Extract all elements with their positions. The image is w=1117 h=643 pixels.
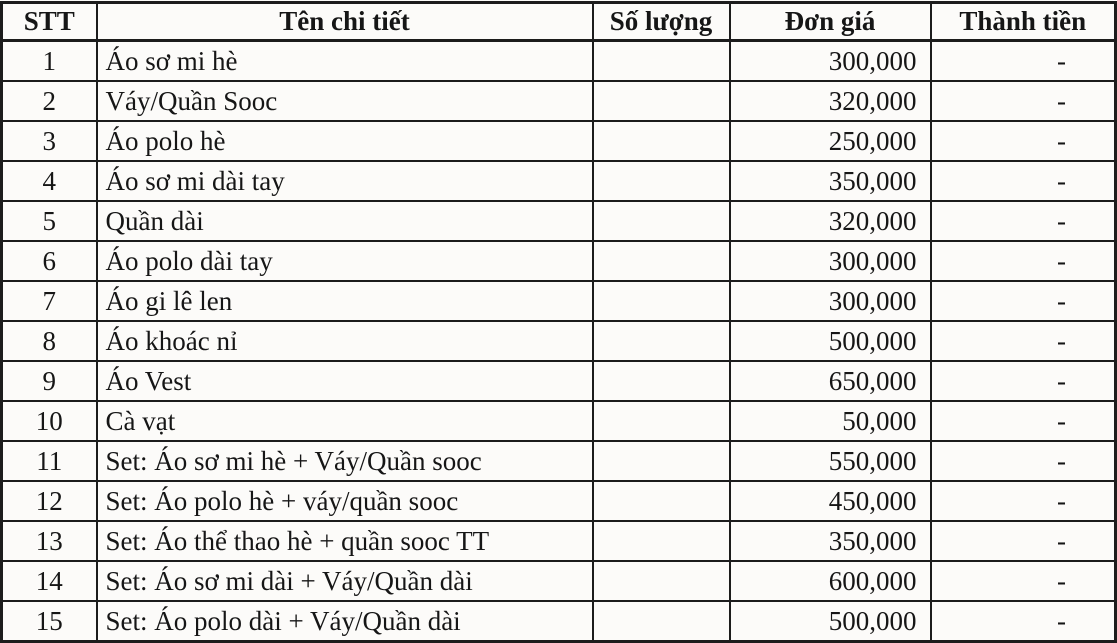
item-name-cell[interactable]: Áo polo dài tay (97, 241, 593, 281)
stt-cell[interactable]: 11 (2, 441, 97, 481)
quantity-cell[interactable] (593, 161, 730, 201)
table-row (2, 521, 1116, 561)
stt-cell[interactable]: 9 (2, 361, 97, 401)
quantity-cell[interactable] (593, 81, 730, 121)
stt-cell[interactable]: 12 (2, 481, 97, 521)
stt-cell[interactable]: 1 (2, 41, 97, 82)
total-cell[interactable]: - (931, 481, 1116, 521)
item-name-cell[interactable]: Áo khoác nỉ (97, 321, 593, 361)
total-cell[interactable]: - (931, 401, 1116, 441)
quantity-cell[interactable] (593, 601, 730, 642)
total-cell[interactable]: - (931, 81, 1116, 121)
stt-cell[interactable]: 15 (2, 601, 97, 642)
table-row (2, 561, 1116, 601)
item-name-cell[interactable]: Set: Áo thể thao hè + quần sooc TT (97, 521, 593, 561)
column-header-unit-price[interactable]: Đơn giá (730, 3, 931, 41)
total-cell[interactable]: - (931, 121, 1116, 161)
total-cell[interactable]: - (931, 441, 1116, 481)
total-cell[interactable]: - (931, 601, 1116, 642)
stt-cell[interactable]: 10 (2, 401, 97, 441)
quantity-cell[interactable] (593, 361, 730, 401)
item-name-cell[interactable]: Áo Vest (97, 361, 593, 401)
unit-price-cell[interactable]: 50,000 (730, 401, 931, 441)
table-row (2, 601, 1116, 642)
quantity-cell[interactable] (593, 41, 730, 82)
total-cell[interactable]: - (931, 41, 1116, 82)
quantity-cell[interactable] (593, 521, 730, 561)
unit-price-cell[interactable]: 350,000 (730, 521, 931, 561)
quantity-cell[interactable] (593, 441, 730, 481)
item-name-cell[interactable]: Áo gi lê len (97, 281, 593, 321)
quantity-cell[interactable] (593, 561, 730, 601)
unit-price-cell[interactable]: 350,000 (730, 161, 931, 201)
item-name-cell[interactable]: Áo sơ mi hè (97, 41, 593, 82)
unit-price-cell[interactable]: 550,000 (730, 441, 931, 481)
quantity-cell[interactable] (593, 241, 730, 281)
item-name-cell[interactable]: Áo polo hè (97, 121, 593, 161)
quantity-cell[interactable] (593, 281, 730, 321)
stt-cell[interactable]: 2 (2, 81, 97, 121)
total-cell[interactable]: - (931, 361, 1116, 401)
total-cell[interactable]: - (931, 521, 1116, 561)
total-cell[interactable]: - (931, 281, 1116, 321)
stt-cell[interactable]: 4 (2, 161, 97, 201)
stt-cell[interactable]: 5 (2, 201, 97, 241)
total-cell[interactable]: - (931, 241, 1116, 281)
table-row (2, 361, 1116, 401)
total-cell[interactable]: - (931, 321, 1116, 361)
unit-price-cell[interactable]: 450,000 (730, 481, 931, 521)
unit-price-cell[interactable]: 250,000 (730, 121, 931, 161)
header-row (2, 3, 1116, 41)
unit-price-cell[interactable]: 300,000 (730, 281, 931, 321)
quantity-cell[interactable] (593, 481, 730, 521)
table-header (2, 3, 1116, 41)
table-row (2, 81, 1116, 121)
quantity-cell[interactable] (593, 201, 730, 241)
column-header-item-name[interactable]: Tên chi tiết (97, 3, 593, 41)
unit-price-cell[interactable]: 600,000 (730, 561, 931, 601)
table-row (2, 161, 1116, 201)
table-row (2, 481, 1116, 521)
unit-price-cell[interactable]: 650,000 (730, 361, 931, 401)
stt-cell[interactable]: 7 (2, 281, 97, 321)
price-table (0, 1, 1117, 643)
table-row (2, 121, 1116, 161)
quantity-cell[interactable] (593, 401, 730, 441)
item-name-cell[interactable]: Set: Áo sơ mi dài + Váy/Quần dài (97, 561, 593, 601)
quantity-cell[interactable] (593, 321, 730, 361)
item-name-cell[interactable]: Cà vạt (97, 401, 593, 441)
table-row (2, 401, 1116, 441)
total-cell[interactable]: - (931, 561, 1116, 601)
table-row (2, 441, 1116, 481)
unit-price-cell[interactable]: 320,000 (730, 81, 931, 121)
quantity-cell[interactable] (593, 121, 730, 161)
stt-cell[interactable]: 6 (2, 241, 97, 281)
column-header-quantity[interactable]: Số lượng (593, 3, 730, 41)
table-row (2, 321, 1116, 361)
column-header-stt[interactable]: STT (2, 3, 97, 41)
item-name-cell[interactable]: Áo sơ mi dài tay (97, 161, 593, 201)
unit-price-cell[interactable]: 300,000 (730, 41, 931, 82)
stt-cell[interactable]: 13 (2, 521, 97, 561)
unit-price-cell[interactable]: 500,000 (730, 601, 931, 642)
table-body (2, 41, 1116, 642)
table-row (2, 201, 1116, 241)
item-name-cell[interactable]: Váy/Quần Sooc (97, 81, 593, 121)
total-cell[interactable]: - (931, 201, 1116, 241)
unit-price-cell[interactable]: 320,000 (730, 201, 931, 241)
total-cell[interactable]: - (931, 161, 1116, 201)
item-name-cell[interactable]: Set: Áo polo hè + váy/quần sooc (97, 481, 593, 521)
item-name-cell[interactable]: Set: Áo sơ mi hè + Váy/Quần sooc (97, 441, 593, 481)
table-row (2, 41, 1116, 82)
stt-cell[interactable]: 8 (2, 321, 97, 361)
column-header-total[interactable]: Thành tiền (931, 3, 1116, 41)
stt-cell[interactable]: 3 (2, 121, 97, 161)
table-row (2, 241, 1116, 281)
unit-price-cell[interactable]: 300,000 (730, 241, 931, 281)
table-row (2, 281, 1116, 321)
item-name-cell[interactable]: Set: Áo polo dài + Váy/Quần dài (97, 601, 593, 642)
unit-price-cell[interactable]: 500,000 (730, 321, 931, 361)
item-name-cell[interactable]: Quần dài (97, 201, 593, 241)
stt-cell[interactable]: 14 (2, 561, 97, 601)
